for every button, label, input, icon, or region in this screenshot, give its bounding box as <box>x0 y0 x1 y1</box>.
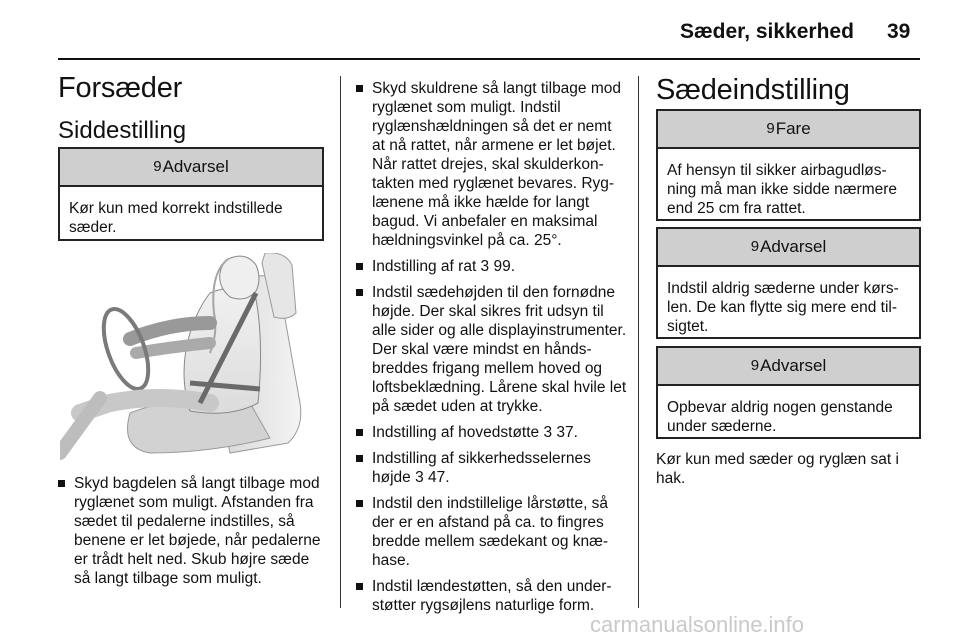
section-heading: Sædeindstilling <box>656 74 850 106</box>
warning-box <box>656 346 921 439</box>
list-item: Indstilling af rat 3 99. <box>356 257 628 276</box>
bullet-square-icon <box>356 85 363 92</box>
middle-bullet-list <box>356 79 628 622</box>
warning-box-header <box>658 229 919 267</box>
body-paragraph: Kør kun med sæder og ryglæn sat i hak. <box>656 451 899 487</box>
watermark: carmanualsonline.info <box>590 612 805 637</box>
warning-title: Advarsel <box>162 157 229 176</box>
warning-icon: 9 <box>766 120 775 137</box>
list-item: Skyd bagdelen så langt tilbage mod ryglænet som muligt. Afstanden fra sædet til pedalerne indstilles, så benene er let bøjede, når pedalerne er trådt helt ned. Skub højre sæde så langt tilbage som muligt. <box>58 474 324 588</box>
header-title: Sæder, sikkerhed <box>680 20 854 43</box>
section-subheading: Siddestilling <box>58 117 187 144</box>
warning-body: Kør kun med korrekt indstillede sæder. <box>69 200 283 236</box>
list-item: Indstil lændestøtten, så den understøtter rygsøjlens naturlige form. <box>356 577 628 615</box>
header-rule <box>58 58 920 60</box>
bullet-square-icon <box>356 263 363 270</box>
danger-body: Af hensyn til sikker airbagudløsning må man ikke sidde nærmere end 25 cm fra rattet. <box>667 162 898 217</box>
warning-body: Opbevar aldrig nogen genstande under sæderne. <box>667 399 893 435</box>
bullet-square-icon <box>356 500 363 507</box>
warning-icon: 9 <box>153 158 162 175</box>
driver-seat-illustration <box>60 253 322 460</box>
warning-box <box>656 227 921 339</box>
warning-box-header <box>60 149 322 187</box>
bullet-square-icon <box>356 289 363 296</box>
bullet-square-icon <box>356 429 363 436</box>
warning-box-header <box>658 348 919 386</box>
danger-title: Fare <box>775 119 811 138</box>
list-item: Skyd skuldrene så langt tilbage mod ryglænet som muligt. Indstil ryglænshældningen så det er nemt at nå rattet, når armene er let bøjet. Når rattet drejes, skal skulderkontakten med ryglænet bevares. Ryglænene må ikke hælde for langt bagud. Vi anbefaler en maksimal hældningsvinkel på ca. 25°. <box>356 79 628 250</box>
left-bullet-list <box>58 474 324 595</box>
warning-title: Advarsel <box>760 237 827 256</box>
driver-seat-illustration-icon <box>60 253 322 460</box>
bullet-square-icon <box>356 583 363 590</box>
danger-box-header <box>658 111 919 149</box>
list-item: Indstilling af hovedstøtte 3 37. <box>356 423 628 442</box>
warning-icon: 9 <box>750 357 760 374</box>
warning-body: Indstil aldrig sæderne under kørslen. De kan flytte sig mere end tilsigtet. <box>667 280 899 335</box>
column-divider <box>638 76 639 608</box>
column-divider <box>340 76 341 608</box>
danger-box <box>656 109 921 221</box>
warning-icon: 9 <box>750 238 760 255</box>
list-item: Indstil sædehøjden til den fornødne højde. Der skal sikres frit udsyn til alle sider og alle displayinstrumenter. Der skal være mindst en håndsbreddes frigang mellem hoved og loftsbeklædning. Lårene skal hvile let på sædet uden at trykke. <box>356 283 628 416</box>
warning-box <box>58 147 324 241</box>
bullet-square-icon <box>356 455 363 462</box>
page-number: 39 <box>887 20 911 43</box>
warning-title: Advarsel <box>760 356 827 375</box>
bullet-square-icon <box>58 480 65 487</box>
section-heading: Forsæder <box>58 72 183 104</box>
list-item: Indstilling af sikkerhedsselernes højde 3 47. <box>356 449 628 487</box>
list-item: Indstil den indstillelige lårstøtte, så der er en afstand på ca. to fingres bredde mellem sædekant og knæhase. <box>356 494 628 570</box>
